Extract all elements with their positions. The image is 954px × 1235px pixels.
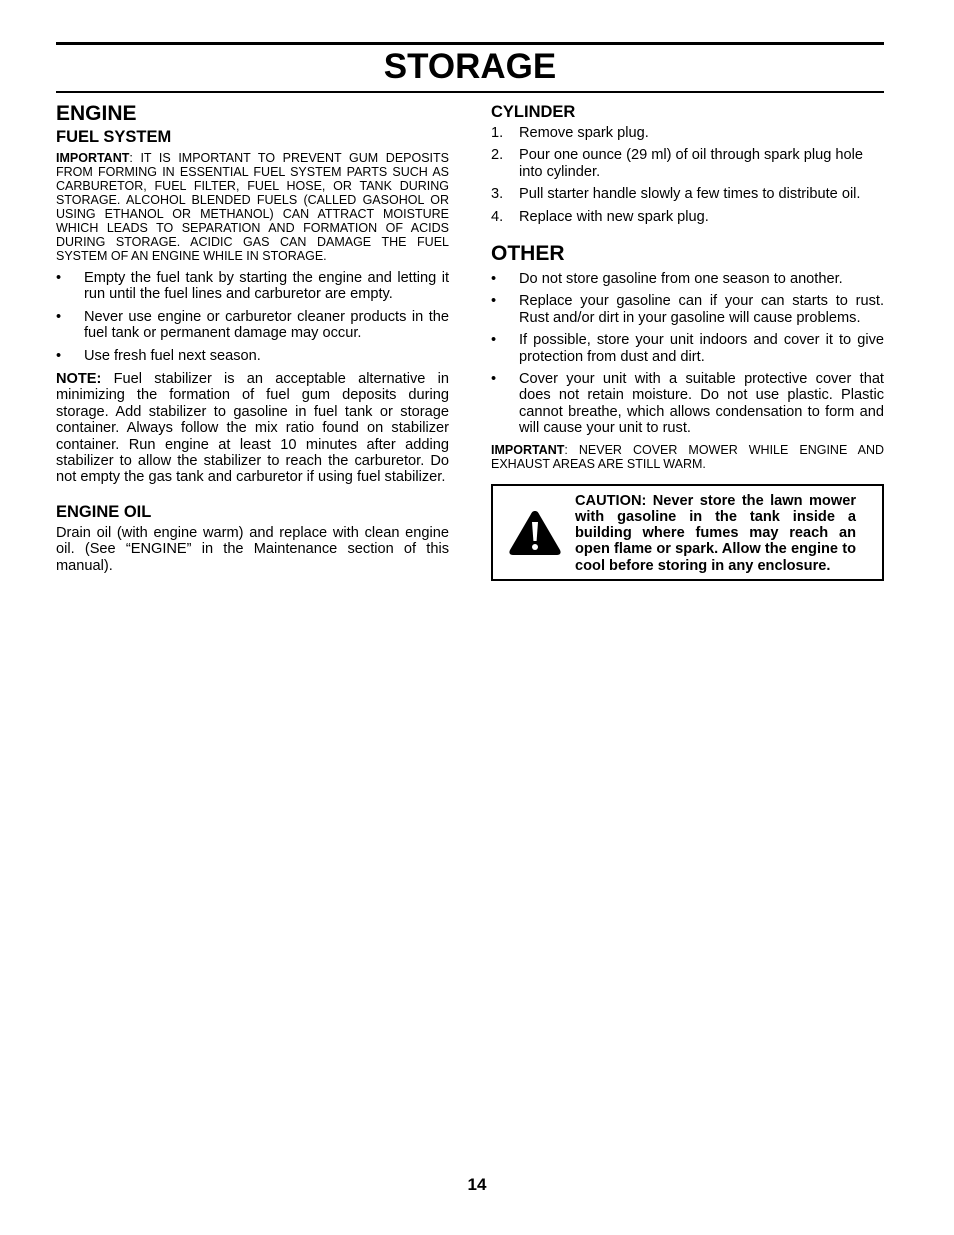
fuel-system-bullets xyxy=(56,270,449,364)
warning-triangle-icon xyxy=(507,508,563,558)
step-number: 3. xyxy=(491,186,504,203)
bullet-marker: • xyxy=(491,332,497,349)
note-label: NOTE: xyxy=(56,371,102,388)
list-item-text: Do not store gasoline from one season to another. xyxy=(519,271,843,288)
list-item-text: Remove spark plug. xyxy=(519,125,649,141)
cylinder-steps xyxy=(491,125,884,225)
list-item xyxy=(491,271,884,287)
list-item-text: If possible, store your unit indoors and cover it to give protection from dust and dirt. xyxy=(519,332,884,365)
list-item-text: Use fresh fuel next season. xyxy=(84,347,261,364)
engine-oil-heading: ENGINE OIL xyxy=(56,502,152,521)
fuel-system-heading: FUEL SYSTEM xyxy=(56,128,172,146)
list-item xyxy=(491,293,884,326)
bullet-marker: • xyxy=(491,271,497,288)
fuel-stabilizer-note xyxy=(56,371,449,486)
important-label: IMPORTANT xyxy=(491,442,565,457)
list-item xyxy=(491,125,884,141)
list-item-text: Never use engine or carburetor cleaner products in the fuel tank or permanent damage may occur. xyxy=(84,308,449,342)
list-item xyxy=(491,186,884,202)
bullet-marker: • xyxy=(491,371,497,388)
important-text: : NEVER COVER MOWER WHILE ENGINE AND EXHAUST AREAS ARE STILL WARM. xyxy=(491,442,884,471)
list-item-text: Empty the fuel tank by starting the engine and letting it run until the fuel lines and carburetor are empty. xyxy=(84,270,449,303)
important-label: IMPORTANT xyxy=(56,151,130,165)
list-item xyxy=(56,309,449,342)
list-item-text: Cover your unit with a suitable protective cover that does not retain moisture. Do not use plastic. Plastic cannot breathe, which allows condensation to form and will cause your unit to rust. xyxy=(519,371,884,437)
page-number: 14 xyxy=(467,1175,487,1194)
fuel-system-important xyxy=(56,151,449,263)
left-column xyxy=(56,102,449,574)
list-item-text: Pull starter handle slowly a few times to distribute oil. xyxy=(519,186,861,203)
bullet-marker: • xyxy=(491,293,497,310)
other-bullets xyxy=(491,271,884,437)
step-number: 4. xyxy=(491,208,504,225)
list-item-text: Replace your gasoline can if your can starts to rust. Rust and/or dirt in your gasoline will cause problems. xyxy=(519,293,884,326)
bullet-marker: • xyxy=(56,347,62,364)
engine-heading: ENGINE xyxy=(56,102,137,125)
list-item xyxy=(56,270,449,303)
title-rule xyxy=(56,91,884,93)
list-item-text: Pour one ounce (29 ml) of oil through spark plug hole into cylinder. xyxy=(519,147,863,180)
cylinder-heading: CYLINDER xyxy=(491,103,576,121)
page-title: STORAGE xyxy=(383,47,557,86)
bullet-marker: • xyxy=(56,308,62,325)
step-number: 1. xyxy=(491,125,504,141)
right-column xyxy=(491,102,884,581)
other-important xyxy=(491,443,884,471)
list-item xyxy=(491,147,884,180)
bullet-marker: • xyxy=(56,270,62,286)
list-item xyxy=(491,332,884,365)
caution-text: CAUTION: Never store the lawn mower with gasoline in the tank inside a building where fumes may reach an open flame or spark. Allow the engine to cool before storing in any enclosure. xyxy=(575,492,856,574)
list-item xyxy=(56,348,449,364)
other-heading: OTHER xyxy=(491,242,565,266)
engine-oil-text: Drain oil (with engine warm) and replace with clean engine oil. (See “ENGINE” in the Maintenance section of this manual). xyxy=(56,524,449,574)
note-text: Fuel stabilizer is an acceptable alternative in minimizing the formation of fuel gum deposits during storage. Add stabilizer to gasoline in fuel tank or storage container. Always follow the mix ratio found on stabilizer container. Run engine at least 10 minutes after adding stabilizer to allow the stabilizer to reach the carburetor. Do not empty the gas tank and carburetor if using fuel stabilizer. xyxy=(56,371,449,486)
list-item-text: Replace with new spark plug. xyxy=(519,208,709,225)
caution-box xyxy=(491,484,884,581)
list-item xyxy=(491,371,884,437)
list-item xyxy=(491,209,884,225)
step-number: 2. xyxy=(491,147,504,164)
important-text: : IT IS IMPORTANT TO PREVENT GUM DEPOSITS FROM FORMING IN ESSENTIAL FUEL SYSTEM PARTS SUCH AS CARBURETOR, FUEL FILTER, FUEL HOSE, OR TANK DURING STORAGE. ALCOHOL BLENDED FUELS (CALLED GASOHOL OR USING ETHANOL OR METHANOL) CAN ATTRACT MOISTURE WHICH LEADS TO SEPARATION AND FORMATION OF ACIDS DURING STORAGE. ACIDIC GAS CAN DAMAGE THE FUEL SYSTEM OF AN ENGINE WHILE IN STORAGE. xyxy=(56,151,449,263)
top-rule xyxy=(56,42,884,45)
